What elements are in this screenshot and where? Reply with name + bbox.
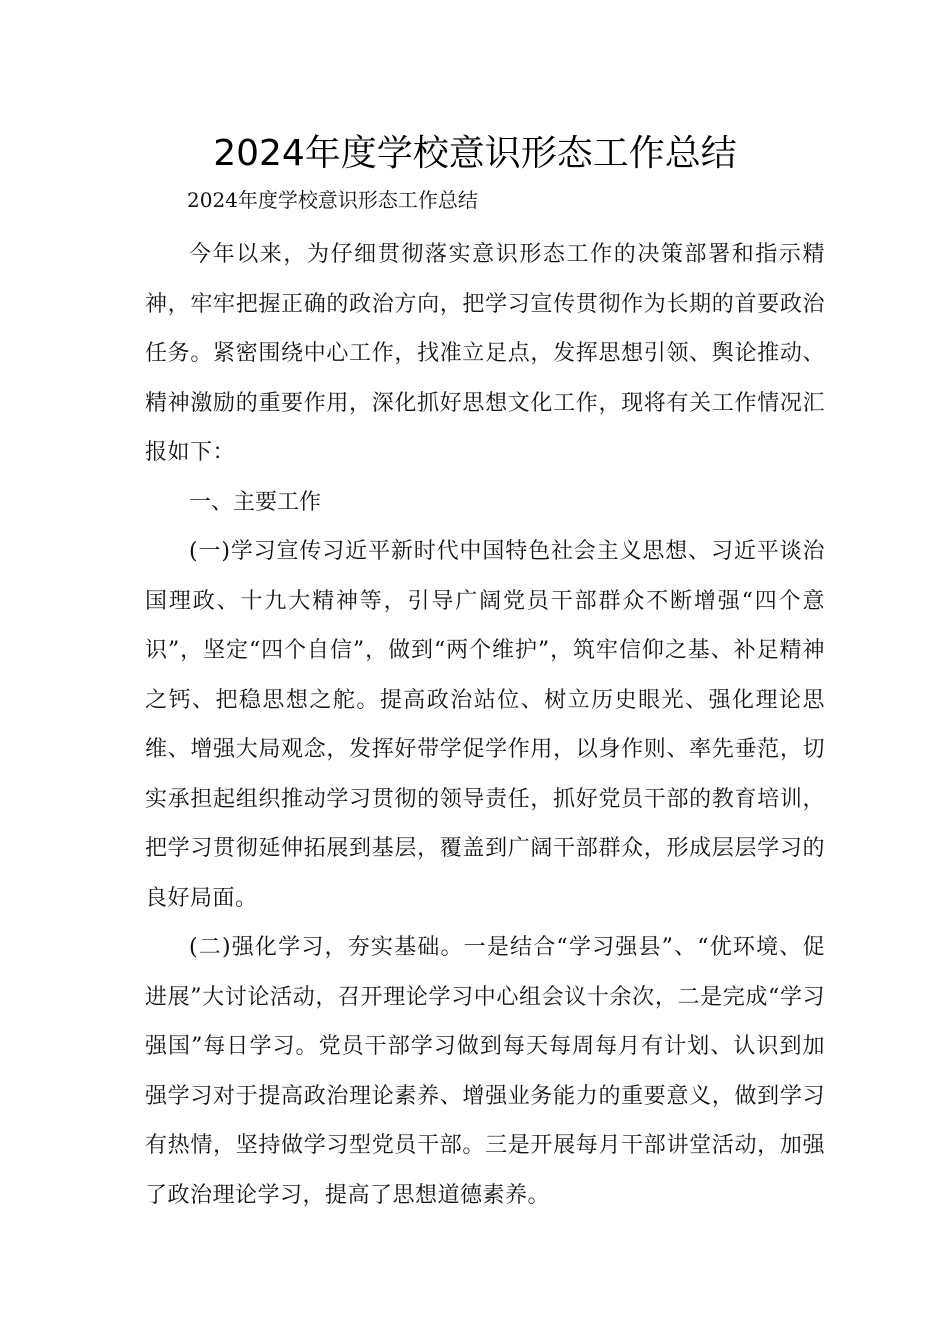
body-paragraph-1: (一)学习宣传习近平新时代中国特色社会主义思想、习近平谈治国理政、十九大精神等，引导广阔党员干部群众不断增强“四个意识”，坚定“四个自信”，做到“两个维护”，筑牢信仰之基、补足精神之钙、把稳思想之舵。提高政治站位、树立历史眼光、强化理论思维、增强大局观念，发挥好带学促学作用，以身作则、率先垂范，切实承担起组织推动学习贯彻的领导责任，抓好党员干部的教育培训，把学习贯彻延伸拓展到基层，覆盖到广阔干部群众，形成层层学习的良好局面。 xyxy=(145,539,825,911)
document-title: 2024年度学校意识形态工作总结 xyxy=(213,133,737,174)
intro-paragraph: 今年以来，为仔细贯彻落实意识形态工作的决策部署和指示精神，牢牢把握正确的政治方向，把学习宣传贯彻作为长期的首要政治任务。紧密围绕中心工作，找准立足点，发挥思想引领、舆论推动、精神激励的重要作用，深化抓好思想文化工作，现将有关工作情况汇报如下： xyxy=(145,242,825,465)
document-subtitle: 2024年度学校意识形态工作总结 xyxy=(187,188,478,212)
body-paragraph-2: (二)强化学习，夯实基础。一是结合“学习强县”、“优环境、促进展”大讨论活动，召开理论学习中心组会议十余次，二是完成“学习强国”每日学习。党员干部学习做到每天每周每月有计划、认识到加强学习对于提高政治理论素养、增强业务能力的重要意义，做到学习有热情，坚持做学习型党员干部。三是开展每月干部讲堂活动，加强了政治理论学习，提高了思想道德素养。 xyxy=(145,935,825,1208)
document-body xyxy=(145,230,825,1220)
section-heading: 一、主要工作 xyxy=(189,489,322,515)
